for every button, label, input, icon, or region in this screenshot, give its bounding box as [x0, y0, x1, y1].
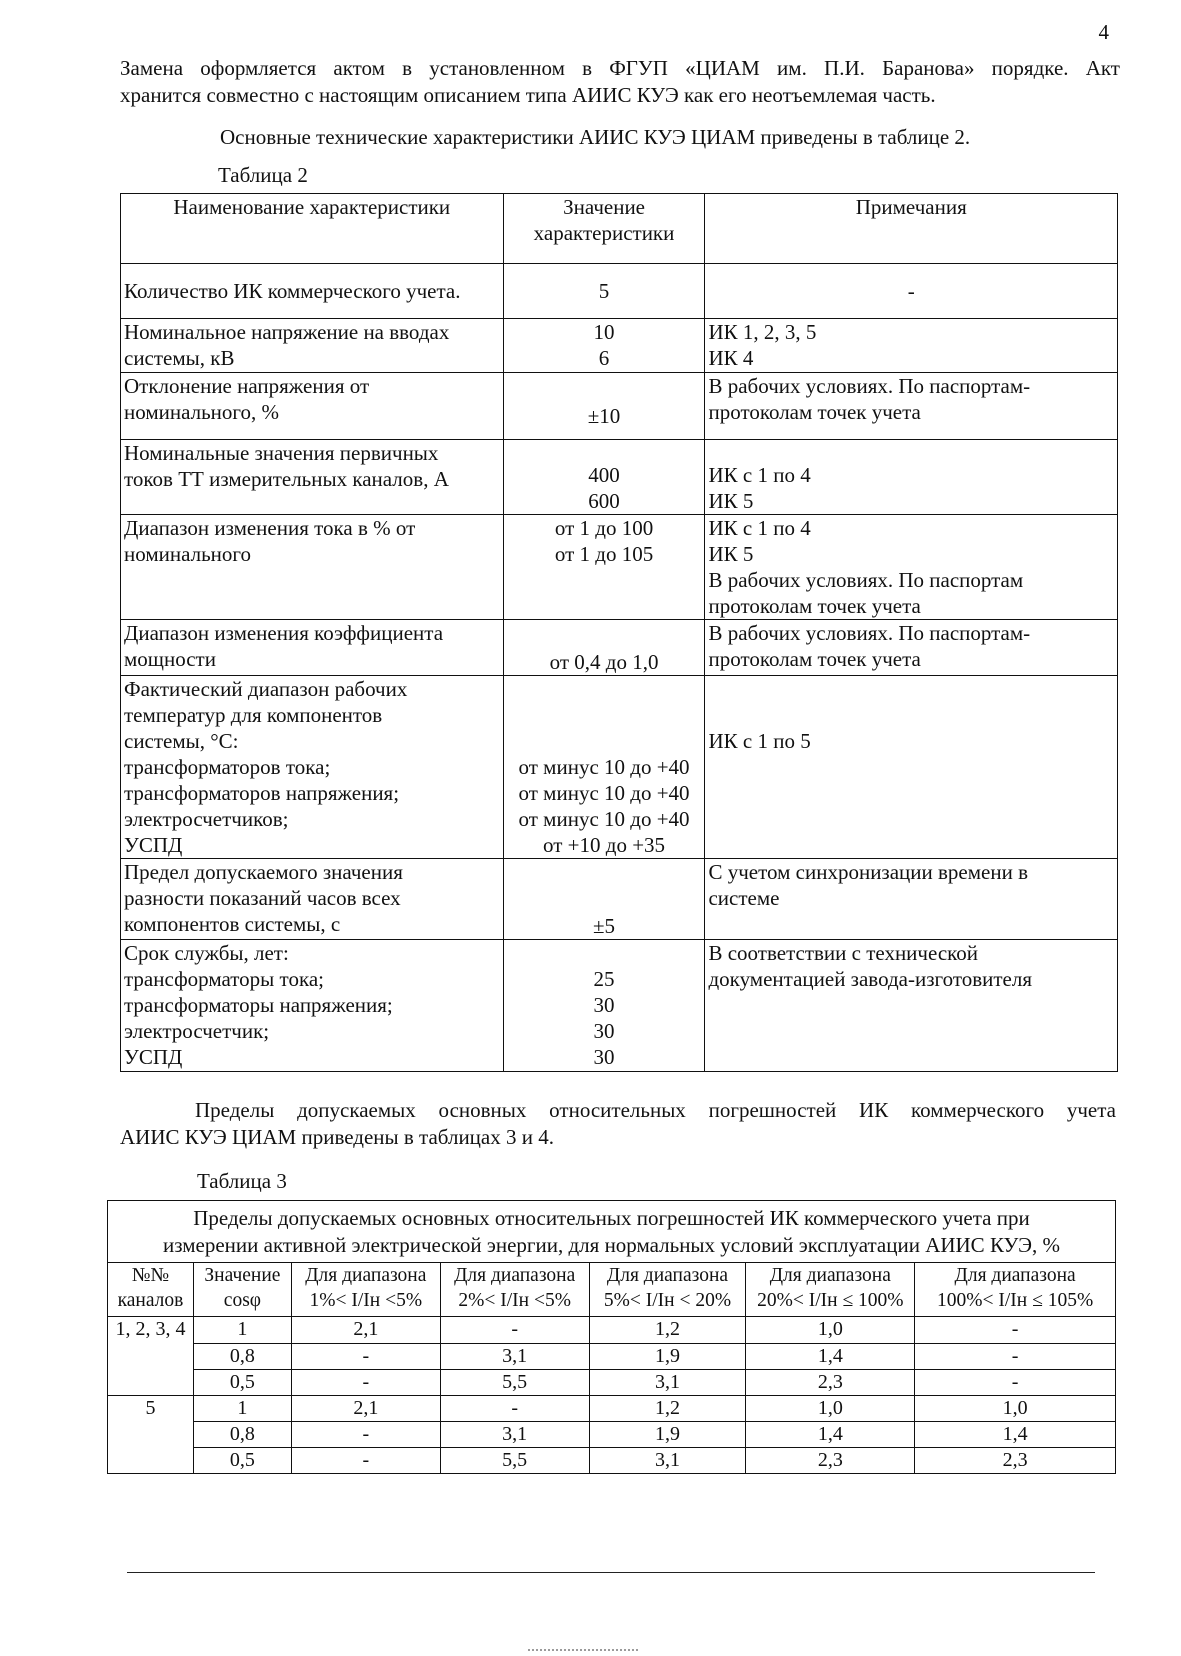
- table2-caption: Таблица 2: [218, 163, 308, 187]
- table-row: [108, 1317, 1116, 1344]
- table3-cell: -: [291, 1422, 440, 1448]
- table2-name-cell: Номинальные значения первичных токов ТТ измерительных каналов, А: [121, 440, 504, 515]
- table3-cell: 1,0: [746, 1317, 915, 1344]
- intro-line-1: Замена оформляется актом в установленном в ФГУП «ЦИАМ им. П.И. Баранова» порядке. Акт: [120, 56, 1120, 80]
- table2-value-cell: 10 6: [503, 319, 705, 373]
- table2-note-cell: ИК с 1 по 4 ИК 5 В рабочих условиях. По паспортам протоколам точек учета: [705, 515, 1118, 620]
- table-row: [108, 1344, 1116, 1370]
- scan-artifact: [528, 1649, 638, 1651]
- table3-cell: 1,2: [589, 1317, 746, 1344]
- table2-note-cell: -: [705, 264, 1118, 319]
- table3-header-cell: №№ каналов: [108, 1263, 194, 1317]
- intro-line-3: Основные технические характеристики АИИС КУЭ ЦИАМ приведены в таблице 2.: [220, 125, 971, 149]
- table2-value-cell: от 1 до 100 от 1 до 105: [503, 515, 705, 620]
- table-row: [121, 440, 1118, 515]
- table3-caption: Таблица 3: [197, 1169, 287, 1193]
- middle-line-2: АИИС КУЭ ЦИАМ приведены в таблицах 3 и 4.: [120, 1125, 554, 1149]
- table-row: [121, 319, 1118, 373]
- table3-channels-cell: 5: [108, 1396, 194, 1474]
- characteristics-table: [120, 193, 1118, 1072]
- table2-note-cell: ИК 1, 2, 3, 5 ИК 4: [705, 319, 1118, 373]
- table3-cell: 1,4: [746, 1344, 915, 1370]
- table2-note-cell: С учетом синхронизации времени в системе: [705, 859, 1118, 940]
- table3-title-row: [108, 1201, 1116, 1263]
- table3-cell: 5,5: [440, 1448, 589, 1474]
- table3-cell: 3,1: [589, 1448, 746, 1474]
- table3-cell: -: [291, 1344, 440, 1370]
- table-row: [121, 264, 1118, 319]
- table2-name-cell: Фактический диапазон рабочих температур для компонентов системы, °С: трансформаторов тока; трансформаторов напряжения; электросчетчиков; УСПД: [121, 676, 504, 859]
- table-row: [108, 1448, 1116, 1474]
- table3-cell: 2,3: [915, 1448, 1116, 1474]
- table-row: [108, 1370, 1116, 1396]
- table2-name-cell: Диапазон изменения коэффициента мощности: [121, 620, 504, 676]
- intro-line-2: хранится совместно с настоящим описанием типа АИИС КУЭ как его неотъемлемая часть.: [120, 83, 936, 107]
- table2-value-cell: ±10: [503, 373, 705, 440]
- middle-line-1: Пределы допускаемых основных относительных погрешностей ИК коммерческого учета: [195, 1098, 1116, 1122]
- table3-cell: 2,1: [291, 1317, 440, 1344]
- table3-cell: 2,3: [746, 1370, 915, 1396]
- footer-divider: [127, 1572, 1095, 1573]
- table3-cell: 1: [193, 1317, 291, 1344]
- table3-cell: 3,1: [440, 1344, 589, 1370]
- table3-cell: 0,8: [193, 1422, 291, 1448]
- table2-value-cell: 400 600: [503, 440, 705, 515]
- table2-value-cell: 25 30 30 30: [503, 940, 705, 1072]
- table3-cell: 3,1: [589, 1370, 746, 1396]
- table3-cell: -: [915, 1317, 1116, 1344]
- table2-note-cell: В соответствии с технической документацией завода-изготовителя: [705, 940, 1118, 1072]
- table2-name-cell: Отклонение напряжения от номинального, %: [121, 373, 504, 440]
- table2-header-cell: Наименование характеристики: [121, 194, 504, 264]
- table3-header-cell: Для диапазона 100%< I/Iн ≤ 105%: [915, 1263, 1116, 1317]
- table3-cell: -: [915, 1344, 1116, 1370]
- table3-cell: 1,0: [915, 1396, 1116, 1422]
- table3-cell: 0,5: [193, 1448, 291, 1474]
- table2-name-cell: Срок службы, лет: трансформаторы тока; трансформаторы напряжения; электросчетчик; УСПД: [121, 940, 504, 1072]
- table-row: [121, 859, 1118, 940]
- table2-note-cell: ИК с 1 по 4 ИК 5: [705, 440, 1118, 515]
- table-row: [121, 515, 1118, 620]
- table-row: [108, 1396, 1116, 1422]
- table3-cell: 0,8: [193, 1344, 291, 1370]
- table2-value-cell: 5: [503, 264, 705, 319]
- table2-name-cell: Количество ИК коммерческого учета.: [121, 264, 504, 319]
- table3-cell: -: [440, 1396, 589, 1422]
- table3-cell: 1,9: [589, 1344, 746, 1370]
- table2-note-cell: В рабочих условиях. По паспортам- протоколам точек учета: [705, 620, 1118, 676]
- table3-cell: -: [440, 1317, 589, 1344]
- table3-cell: -: [291, 1448, 440, 1474]
- table3-header-cell: Для диапазона 1%< I/Iн <5%: [291, 1263, 440, 1317]
- table-row: [121, 620, 1118, 676]
- table-row: [121, 373, 1118, 440]
- table3-header-row: [108, 1263, 1116, 1317]
- table3-cell: 2,1: [291, 1396, 440, 1422]
- table3-title: Пределы допускаемых основных относительных погрешностей ИК коммерческого учета при измерении активной электрической энергии, для нормальных условий эксплуатации АИИС КУЭ, %: [108, 1201, 1116, 1263]
- table3-header-cell: Для диапазона 2%< I/Iн <5%: [440, 1263, 589, 1317]
- table2-header-row: [121, 194, 1118, 264]
- table2-header-cell: Примечания: [705, 194, 1118, 264]
- table3-cell: 1,4: [915, 1422, 1116, 1448]
- table3-cell: -: [291, 1370, 440, 1396]
- table3-cell: 1,9: [589, 1422, 746, 1448]
- table2-value-cell: ±5: [503, 859, 705, 940]
- table3-cell: 2,3: [746, 1448, 915, 1474]
- error-limits-table: [107, 1200, 1116, 1474]
- table3-channels-cell: 1, 2, 3, 4: [108, 1317, 194, 1396]
- table3-header-cell: Значение cosφ: [193, 1263, 291, 1317]
- table3-cell: 5,5: [440, 1370, 589, 1396]
- table3-cell: 1,4: [746, 1422, 915, 1448]
- table2-header-cell: Значение характеристики: [503, 194, 705, 264]
- table3-cell: 1: [193, 1396, 291, 1422]
- table2-value-cell: от 0,4 до 1,0: [503, 620, 705, 676]
- table3-header-cell: Для диапазона 5%< I/Iн < 20%: [589, 1263, 746, 1317]
- page-number: 4: [1098, 20, 1109, 44]
- table-row: [121, 940, 1118, 1072]
- table-row: [121, 676, 1118, 859]
- table2-value-cell: от минус 10 до +40 от минус 10 до +40 от минус 10 до +40 от +10 до +35: [503, 676, 705, 859]
- table2-name-cell: Номинальное напряжение на вводах системы, кВ: [121, 319, 504, 373]
- table3-cell: -: [915, 1370, 1116, 1396]
- table-row: [108, 1422, 1116, 1448]
- table2-name-cell: Предел допускаемого значения разности показаний часов всех компонентов системы, с: [121, 859, 504, 940]
- table2-note-cell: ИК с 1 по 5: [705, 676, 1118, 859]
- table3-cell: 1,0: [746, 1396, 915, 1422]
- table3-cell: 1,2: [589, 1396, 746, 1422]
- table2-note-cell: В рабочих условиях. По паспортам- протоколам точек учета: [705, 373, 1118, 440]
- table3-cell: 0,5: [193, 1370, 291, 1396]
- table2-name-cell: Диапазон изменения тока в % от номинального: [121, 515, 504, 620]
- table3-header-cell: Для диапазона 20%< I/Iн ≤ 100%: [746, 1263, 915, 1317]
- table3-cell: 3,1: [440, 1422, 589, 1448]
